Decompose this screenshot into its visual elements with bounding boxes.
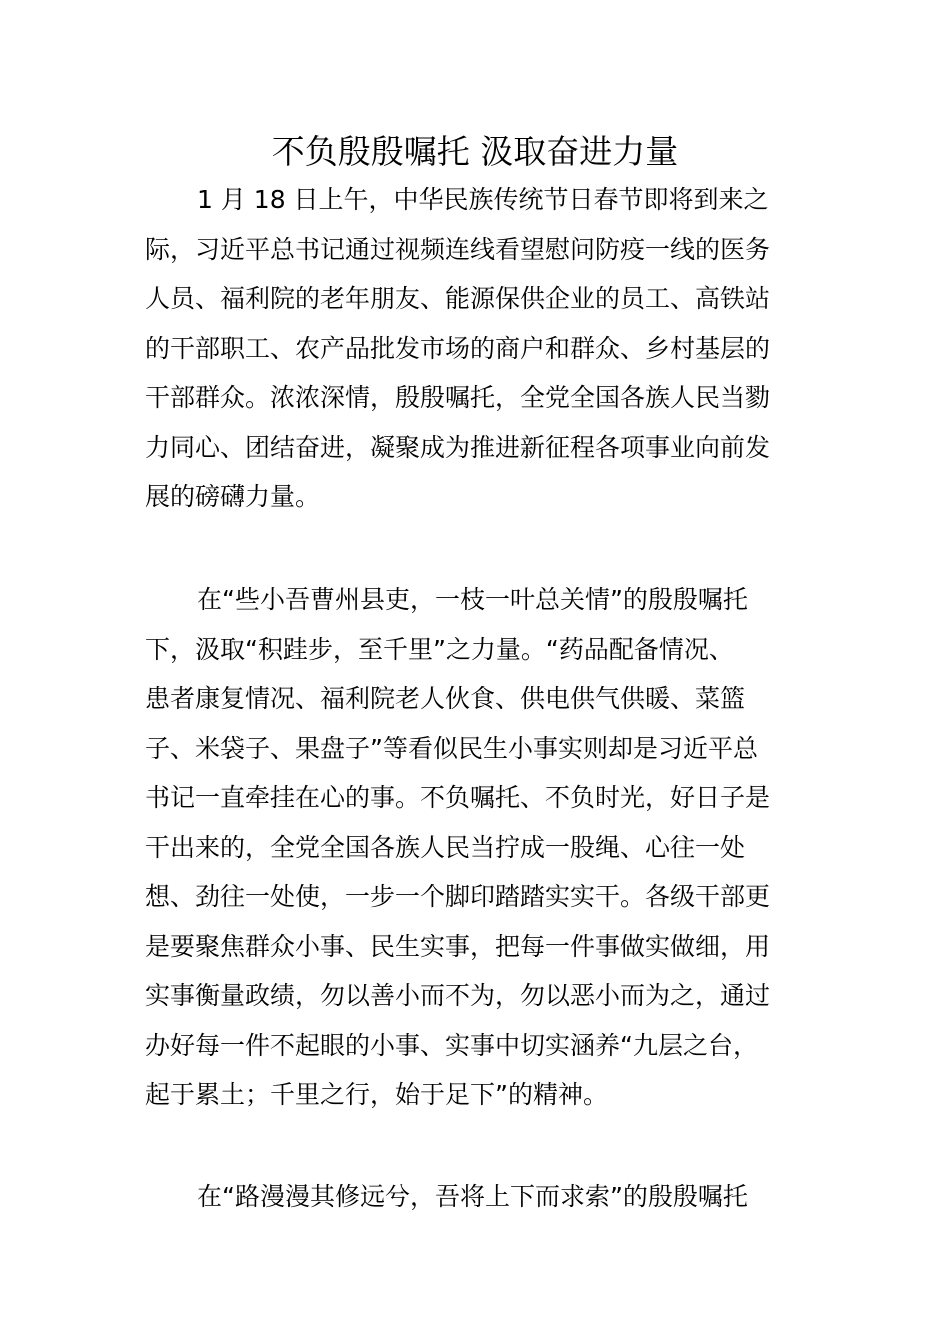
paragraph-line: 干出来的，全党全国各族人民当拧成一股绳、心往一处: [145, 832, 746, 862]
paragraph-line: 子、米袋子、果盘子”等看似民生小事实则却是习近平总: [145, 733, 758, 763]
paragraph-line: 想、劲往一处使，一步一个脚印踏踏实实干。各级干部更: [145, 882, 771, 911]
paragraph-line: 在“些小吾曹州县吏，一枝一叶总关情”的殷殷嘱托: [197, 585, 748, 614]
paragraph-line: 下，汲取“积跬步，至千里”之力量。“药品配备情况、: [145, 634, 734, 664]
paragraph-line: 展的磅礴力量。: [145, 482, 321, 511]
paragraph-3: [145, 1172, 809, 1222]
paragraph-1: [145, 175, 809, 522]
paragraph-line: 1 月 18 日上午，中华民族传统节日春节即将到来之: [197, 185, 769, 214]
paragraph-line: 在“路漫漫其修远兮，吾将上下而求索”的殷殷嘱托: [197, 1182, 748, 1211]
paragraph-line: 实事衡量政绩，勿以善小而不为，勿以恶小而为之，通过: [145, 981, 771, 1010]
paragraph-line: 起于累土；千里之行，始于足下”的精神。: [145, 1080, 608, 1109]
paragraph-line: 患者康复情况、福利院老人伙食、供电供气供暖、菜篮: [145, 684, 746, 713]
paragraph-line: 人员、福利院的老年朋友、能源保供企业的员工、高铁站: [145, 284, 771, 313]
paragraph-line: 办好每一件不起眼的小事、实事中切实涵养“九层之台，: [145, 1030, 758, 1060]
document-title: 不负殷殷嘱托 汲取奋进力量: [271, 132, 679, 171]
paragraph-line: 干部群众。浓浓深情，殷殷嘱托，全党全国各族人民当勠: [145, 383, 771, 412]
paragraph-line: 力同心、团结奋进，凝聚成为推进新征程各项事业向前发: [145, 432, 771, 462]
paragraph-line: 际，习近平总书记通过视频连线看望慰问防疫一线的医务: [145, 234, 771, 264]
paragraph-line: 书记一直牵挂在心的事。不负嘱托、不负时光，好日子是: [145, 783, 771, 812]
paragraph-2: [145, 575, 809, 1120]
paragraph-line: 的干部职工、农产品批发市场的商户和群众、乡村基层的: [145, 333, 771, 363]
paragraph-line: 是要聚焦群众小事、民生实事，把每一件事做实做细，用: [145, 931, 771, 961]
